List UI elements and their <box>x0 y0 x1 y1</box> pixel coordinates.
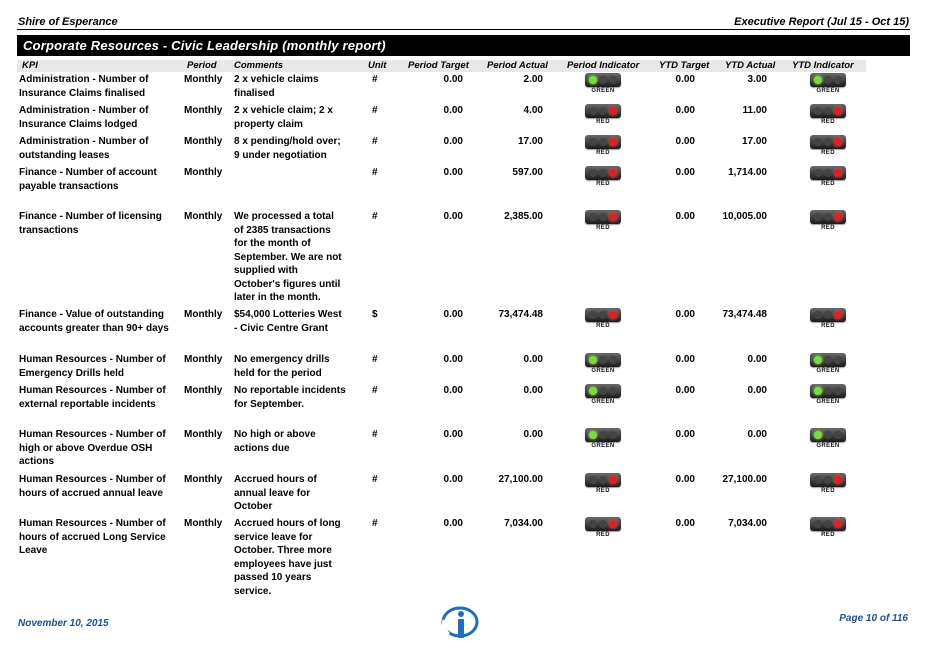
comment-text: No high or above actions due <box>234 429 316 454</box>
period-target-value: 0.00 <box>443 136 463 147</box>
kpi-name: Human Resources - Number of hours of accrued annual leave <box>19 474 166 499</box>
period-value: Monthly <box>184 167 223 178</box>
period-value: Monthly <box>184 429 223 440</box>
period-traffic-light-icon: RED <box>585 308 623 329</box>
col-period-actual: Period Actual <box>487 60 548 71</box>
ytd-target-value: 0.00 <box>675 74 695 85</box>
period-value: Monthly <box>184 354 223 365</box>
period-value: Monthly <box>184 136 223 147</box>
col-period: Period <box>187 60 217 71</box>
col-period-indicator: Period Indicator <box>567 60 640 71</box>
period-actual-value: 2,385.00 <box>504 211 543 222</box>
period-target-value: 0.00 <box>443 429 463 440</box>
kpi-name: Human Resources - Number of Emergency Drills held <box>19 354 166 379</box>
period-actual-value: 0.00 <box>523 385 543 396</box>
unit-value: # <box>372 136 378 147</box>
period-traffic-light-icon: GREEN <box>585 353 623 374</box>
period-target-value: 0.00 <box>443 518 463 529</box>
ytd-target-value: 0.00 <box>675 429 695 440</box>
period-value: Monthly <box>184 309 223 320</box>
comment-text: 2 x vehicle claims finalised <box>234 74 319 99</box>
ytd-traffic-light-icon: RED <box>810 473 848 494</box>
ytd-traffic-light-icon: GREEN <box>810 353 848 374</box>
ytd-target-value: 0.00 <box>675 105 695 116</box>
period-actual-value: 27,100.00 <box>498 474 543 485</box>
period-actual-value: 17.00 <box>517 136 543 147</box>
kpi-name: Administration - Number of Insurance Claims lodged <box>19 105 149 130</box>
ytd-traffic-light-icon: RED <box>810 104 848 125</box>
ytd-target-value: 0.00 <box>675 474 695 485</box>
comment-text: No reportable incidents for September. <box>234 385 346 410</box>
unit-value: # <box>372 105 378 116</box>
col-comments: Comments <box>234 60 284 71</box>
period-value: Monthly <box>184 474 223 485</box>
ytd-target-value: 0.00 <box>675 385 695 396</box>
kpi-name: Human Resources - Number of hours of accrued Long Service Leave <box>19 518 166 556</box>
section-title: Corporate Resources - Civic Leadership (monthly report) <box>23 38 386 53</box>
kpi-name: Finance - Number of account payable transactions <box>19 167 157 192</box>
kpi-name: Finance - Value of outstanding accounts greater than 90+ days <box>19 309 169 334</box>
period-value: Monthly <box>184 105 223 116</box>
period-actual-value: 4.00 <box>523 105 543 116</box>
comment-text: We processed a total of 2385 transactions for the month of September. We are not supplied with October's figures until later in the month. <box>234 211 342 303</box>
period-traffic-light-icon: RED <box>585 473 623 494</box>
ytd-target-value: 0.00 <box>675 518 695 529</box>
period-actual-value: 597.00 <box>512 167 543 178</box>
comment-text: Accrued hours of annual leave for October <box>234 474 317 512</box>
period-actual-value: 73,474.48 <box>498 309 543 320</box>
comment-text: 8 x pending/hold over; 9 under negotiation <box>234 136 341 161</box>
ytd-actual-value: 10,005.00 <box>722 211 767 222</box>
comment-text: 2 x vehicle claim; 2 x property claim <box>234 105 333 130</box>
ytd-traffic-light-icon: RED <box>810 210 848 231</box>
col-ytd-actual: YTD Actual <box>725 60 776 71</box>
period-target-value: 0.00 <box>443 309 463 320</box>
kpi-name: Human Resources - Number of external reportable incidents <box>19 385 166 410</box>
ytd-traffic-light-icon: GREEN <box>810 73 848 94</box>
ytd-actual-value: 0.00 <box>747 429 767 440</box>
report-date: November 10, 2015 <box>18 618 109 629</box>
period-value: Monthly <box>184 211 223 222</box>
period-traffic-light-icon: GREEN <box>585 428 623 449</box>
ytd-actual-value: 3.00 <box>747 74 767 85</box>
company-logo-icon <box>440 605 480 639</box>
unit-value: # <box>372 211 378 222</box>
ytd-actual-value: 17.00 <box>741 136 767 147</box>
period-traffic-light-icon: GREEN <box>585 73 623 94</box>
period-traffic-light-icon: RED <box>585 517 623 538</box>
ytd-target-value: 0.00 <box>675 211 695 222</box>
ytd-actual-value: 0.00 <box>747 354 767 365</box>
ytd-actual-value: 11.00 <box>742 105 767 116</box>
period-traffic-light-icon: RED <box>585 166 623 187</box>
col-kpi: KPI <box>22 60 38 71</box>
ytd-traffic-light-icon: RED <box>810 517 848 538</box>
ytd-traffic-light-icon: RED <box>810 308 848 329</box>
period-actual-value: 0.00 <box>523 429 543 440</box>
kpi-name: Administration - Number of Insurance Claims finalised <box>19 74 149 99</box>
period-target-value: 0.00 <box>443 74 463 85</box>
unit-value: # <box>372 385 378 396</box>
ytd-traffic-light-icon: GREEN <box>810 428 848 449</box>
ytd-traffic-light-icon: GREEN <box>810 384 848 405</box>
header-rule <box>17 29 910 30</box>
ytd-actual-value: 27,100.00 <box>722 474 767 485</box>
comment-text: $54,000 Lotteries West - Civic Centre Grant <box>234 309 342 334</box>
unit-value: # <box>372 429 378 440</box>
section-title-bar <box>17 35 910 56</box>
ytd-target-value: 0.00 <box>675 167 695 178</box>
unit-value: # <box>372 167 378 178</box>
period-traffic-light-icon: RED <box>585 104 623 125</box>
period-target-value: 0.00 <box>443 211 463 222</box>
ytd-traffic-light-icon: RED <box>810 135 848 156</box>
ytd-traffic-light-icon: RED <box>810 166 848 187</box>
period-traffic-light-icon: RED <box>585 135 623 156</box>
period-value: Monthly <box>184 74 223 85</box>
ytd-actual-value: 7,034.00 <box>728 518 767 529</box>
period-actual-value: 2.00 <box>523 74 543 85</box>
period-traffic-light-icon: GREEN <box>585 384 623 405</box>
period-target-value: 0.00 <box>443 474 463 485</box>
comment-text: No emergency drills held for the period <box>234 354 330 379</box>
kpi-name: Human Resources - Number of high or above Overdue OSH actions <box>19 429 166 467</box>
period-target-value: 0.00 <box>443 105 463 116</box>
unit-value: # <box>372 474 378 485</box>
period-actual-value: 0.00 <box>523 354 543 365</box>
col-ytd-indicator: YTD Indicator <box>792 60 854 71</box>
period-target-value: 0.00 <box>443 167 463 178</box>
ytd-actual-value: 0.00 <box>747 385 767 396</box>
unit-value: # <box>372 518 378 529</box>
period-target-value: 0.00 <box>443 385 463 396</box>
unit-value: # <box>372 354 378 365</box>
organisation-name: Shire of Esperance <box>18 16 118 28</box>
period-target-value: 0.00 <box>443 354 463 365</box>
page-number: Page 10 of 116 <box>839 613 908 624</box>
ytd-actual-value: 1,714.00 <box>728 167 767 178</box>
comment-text: Accrued hours of long service leave for October. Three more employees have just passed 10 years service. <box>234 518 341 597</box>
col-unit: Unit <box>368 60 387 71</box>
col-ytd-target: YTD Target <box>659 60 710 71</box>
period-value: Monthly <box>184 518 223 529</box>
period-traffic-light-icon: RED <box>585 210 623 231</box>
ytd-target-value: 0.00 <box>675 309 695 320</box>
ytd-target-value: 0.00 <box>675 136 695 147</box>
kpi-name: Administration - Number of outstanding leases <box>19 136 149 161</box>
period-value: Monthly <box>184 385 223 396</box>
period-actual-value: 7,034.00 <box>504 518 543 529</box>
col-period-target: Period Target <box>408 60 469 71</box>
ytd-actual-value: 73,474.48 <box>722 309 767 320</box>
ytd-target-value: 0.00 <box>675 354 695 365</box>
report-name: Executive Report (Jul 15 - Oct 15) <box>734 16 909 28</box>
unit-value: $ <box>372 309 378 320</box>
kpi-name: Finance - Number of licensing transactions <box>19 211 162 236</box>
unit-value: # <box>372 74 378 85</box>
